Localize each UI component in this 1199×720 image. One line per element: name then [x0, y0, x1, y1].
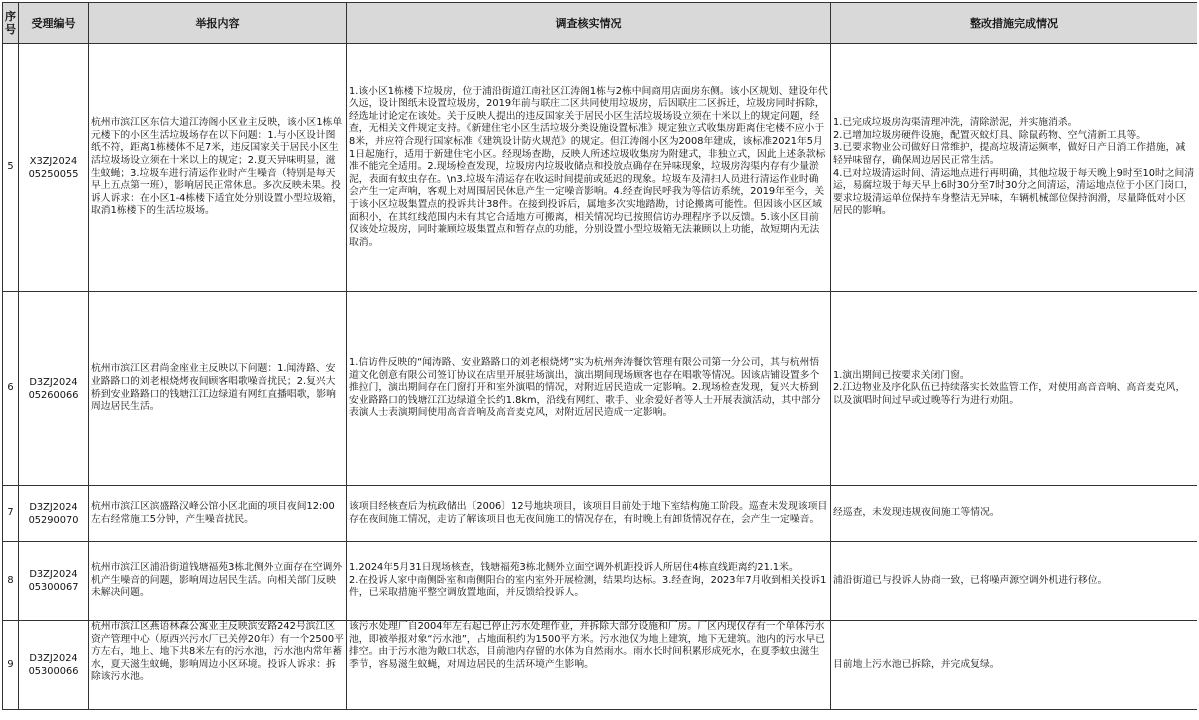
table-row [3, 44, 1198, 292]
row-report: 杭州市滨江区燕语林森公寓业主反映滨安路242号滨江区资产管理中心（原西兴污水厂已关停20年）有一个2500平方左右，地上、地下共8米左有的污水池，污水池内常年蓄水，夏天滋生蚊蝇，影响周边小区环境。投诉人诉求：拆除该污水池。 [89, 621, 347, 710]
report-sheet [2, 2, 1197, 720]
row-id: D3ZJ2024 05290070 [19, 486, 89, 542]
row-rectification: 1.已完成垃圾房沟渠清理冲洗，清除淤泥，并实施消杀。 2.已增加垃圾房硬件设施，配置灭蚊灯具、除鼠药物、空气清新工具等。 3.已要求物业公司做好日常维护，提高垃圾清运频率，做好日产日消工作措施，减轻异味留存，确保周边居民正常生活。 4.已对垃圾清运时间、清运地点进行再明确，其他垃圾于每天晚上9时至10时之间清运，易腐垃圾于每天早上6时30分至7时30分之间清运，清运地点位于小区门岗口，要求垃圾清运单位保持车身整洁无异味，车辆机械部位保持润滑，尽量降低对小区居民的影响。 [831, 44, 1198, 292]
row-investigation: 1.该小区1栋楼下垃圾房，位于浦沿街道江南社区江涛阁1栋与2栋中间商用店面房东侧。该小区规划、建设年代久远，设计图纸未设置垃圾房，2019年前与联庄二区共同使用垃圾房，后因联庄二区拆迁，垃圾房同时拆除，经选址讨论定在该处。关于反映人提出的违反国家关于居民小区生活垃圾场设立须在十米以上的规定问题，经查，无相关文件规定支持。《新建住宅小区生活垃圾分类设施设置标准》规定独立式收集房距离住宅楼不应小于8米，并应符合现行国家标准《建筑设计防火规范》的规定。但江涛阁小区为2008年建成，该标准2021年5月1日起施行，适用于新建住宅小区。经现场查勘，反映人所述垃圾收集房为附建式，非独立式，因此上述条款标准不能完全适用。2.现场检查发现，垃圾房内垃圾收储点和投放点确存在异味现象，垃圾房沟渠内存有少量淤泥，表面有蚊虫存在。\n3.垃圾车清运存在收运时间提前或延迟的现象。垃圾车及清扫人员进行清运作业时确会产生一定声响，客观上对周围居民休息产生一定噪音影响。4.经查询民呼我为等信访系统，2019年至今，关于该小区垃圾集置点的投诉共计38件。在接到投诉后，属地多次实地踏勘，讨论搬离可能性。但因该小区区域面积小，在其红线范围内未有其它合适地方可搬离，相关情况均已按照信访办理程序予以反馈。5.该小区目前仅该处垃圾房，同时兼顾垃圾集置点和暂存点的功能，分别设置小型垃圾箱无法兼顾以上功能，故短期内无法取消。 [347, 44, 831, 292]
row-rectification: 1.演出期间已按要求关闭门窗。 2.江边物业及序化队伍已持续落实长效监管工作，对使用高音音响、高音麦克风，以及演唱时间过早或过晚等行为进行劝阻。 [831, 292, 1198, 486]
row-investigation: 该项目经核查后为杭政储出〔2006〕12号地块项目，该项目目前处于地下室结构施工阶段。巡查未发现该项目存在夜间施工情况，走访了解该项目也无夜间施工的情况存在，有时晚上有卸货情况存在，会产生一定噪音。 [347, 486, 831, 542]
row-report: 杭州市滨江区滨盛路汉峰公馆小区北面的项目夜间12:00左右经常施工5分钟，产生噪音扰民。 [89, 486, 347, 542]
table-row [3, 621, 1198, 710]
header-id: 受理编号 [19, 3, 89, 44]
table-row [3, 486, 1198, 542]
row-id: X3ZJ2024 05250055 [19, 44, 89, 292]
row-id: D3ZJ2024 05300067 [19, 542, 89, 621]
row-seq: 5 [3, 44, 19, 292]
row-id: D3ZJ2024 05260066 [19, 292, 89, 486]
header-report: 举报内容 [89, 3, 347, 44]
row-seq: 9 [3, 621, 19, 710]
row-seq: 8 [3, 542, 19, 621]
row-investigation: 1.信访件反映的“闻涛路、安业路路口的刘老根烧烤”实为杭州奔涛餐饮管理有限公司第一分公司，其与杭州悟道文化创意有限公司签订协议在店里开展驻场演出，演出期间现场顾客也存在唱歌等情况。因该店铺设置多个推拉门，演出期间存在门窗打开和室外演唱的情况，对附近居民造成一定影响。2.现场检查发现，复兴大桥到安业路路口的钱塘江江边绿道全长约1.8km，沿线有网红、歌手、业余爱好者等人士开展表演活动，其中部分表演人士表演期间使用高音音响及高音麦克风，对附近居民造成一定影响。 [347, 292, 831, 486]
header-seq: 序号 [3, 3, 19, 44]
row-id: D3ZJ2024 05300066 [19, 621, 89, 710]
header-row [3, 3, 1198, 44]
row-report: 杭州市滨江区浦沿街道钱塘福苑3栋北侧外立面存在空调外机产生噪音的问题，影响周边居民生活。向相关部门反映未解决问题。 [89, 542, 347, 621]
header-investigation: 调查核实情况 [347, 3, 831, 44]
table-row [3, 292, 1198, 486]
table-row [3, 542, 1198, 621]
row-rectification: 目前地上污水池已拆除，并完成复绿。 [831, 621, 1198, 710]
row-report: 杭州市滨江区东信大道江涛阁小区业主反映，该小区1栋单元楼下的小区生活垃圾场存在以下问题：1.与小区设计图纸不符，距离1栋楼体不足7米，违反国家关于居民小区生活垃圾场设立须在十米以上的规定；2.夏天异味明显，滋生蚊蝇；3.垃圾车进行清运作业时产生噪音（特别是每天早上五点第一班），影响居民正常休息。多次反映未果。投诉人诉求：在小区1-4栋楼下适宜处分别设置小型垃圾箱，取消1栋楼下的生活垃圾场。 [89, 44, 347, 292]
header-rectification: 整改措施完成情况 [831, 3, 1198, 44]
row-investigation: 1.2024年5月31日现场核查，钱塘福苑3栋北侧外立面空调外机距投诉人所居住4栋直线距离约21.1米。 2.在投诉人家中南侧卧室和南侧阳台的室内室外开展检测，结果均达标。3.经查询，2023年7月收到相关投诉1件，已采取措施平整空调放置地面，并反馈给投诉人。 [347, 542, 831, 621]
row-investigation: 该污水处理厂自2004年左右起已停止污水处理作业，并拆除大部分设施和厂房。厂区内现仅存有一个单体污水池，即被举报对象“污水池”，占地面积约为1500平方米。污水池仅为地上建筑，地下无建筑。池内的污水早已排空。由于污水池为敞口状态，目前池内存留的水体为自然雨水。雨水长时间积累形成死水，在夏季蚊虫滋生季节，容易滋生蚊蝇，对周边居民的生活环境产生影响。 [347, 621, 831, 710]
row-seq: 7 [3, 486, 19, 542]
row-report: 杭州市滨江区君尚金座业主反映以下问题：1.闻涛路、安业路路口的刘老根烧烤夜间顾客唱歌噪音扰民；2.复兴大桥到安业路路口的钱塘江江边绿道有网红直播唱歌，影响周边居民生活。 [89, 292, 347, 486]
row-rectification: 经巡查，未发现违规夜间施工等情况。 [831, 486, 1198, 542]
row-seq: 6 [3, 292, 19, 486]
complaint-table [2, 2, 1197, 710]
row-rectification: 浦沿街道已与投诉人协商一致，已将噪声源空调外机进行移位。 [831, 542, 1198, 621]
